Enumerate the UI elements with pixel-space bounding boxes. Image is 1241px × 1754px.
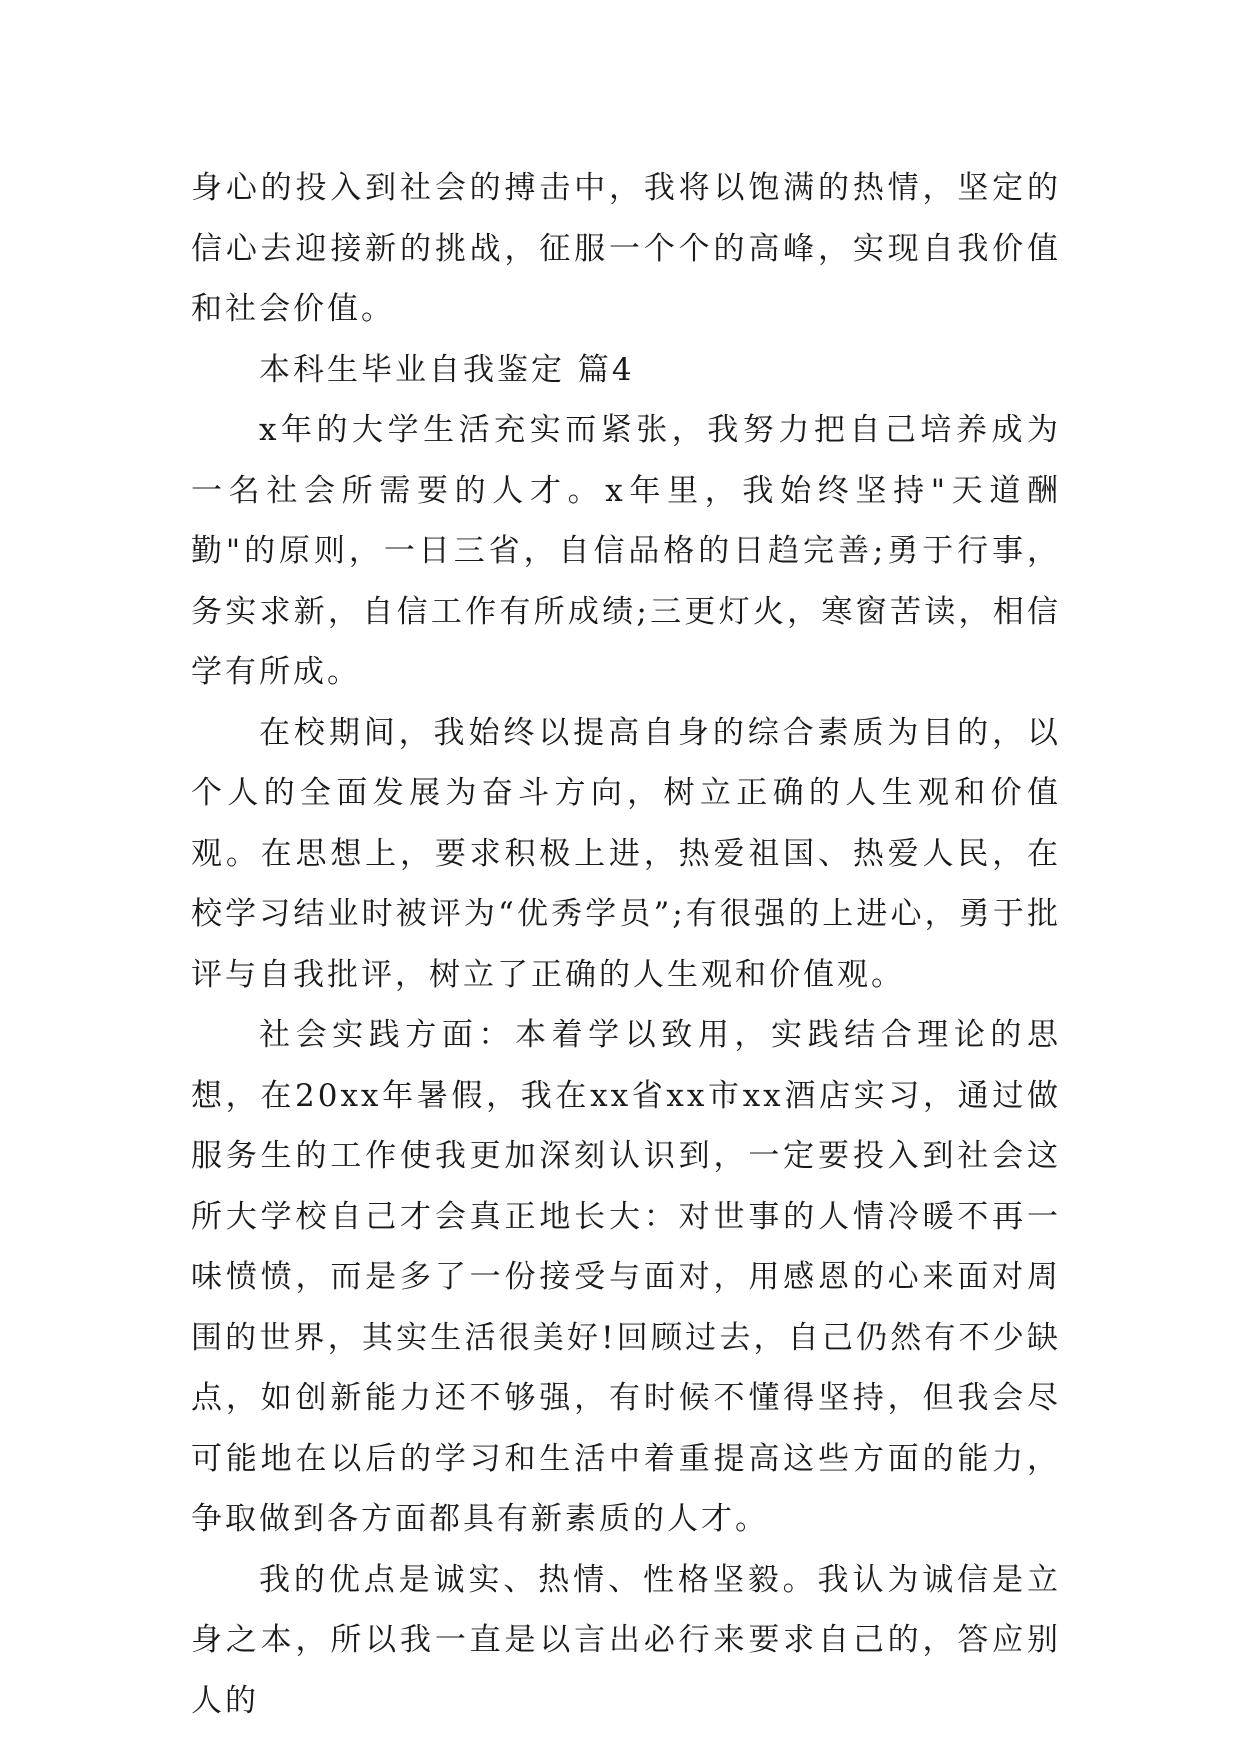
paragraph-college-life: x年的大学生活充实而紧张，我努力把自己培养成为一名社会所需要的人才。x年里，我始终坚持"天道酬勤"的原则，一日三省，自信品格的日趋完善;勇于行事，务实求新，自信工作有所成绩;三更灯火，寒窗苦读，相信学有所成。 xyxy=(191,412,1061,690)
paragraph-social-practice: 社会实践方面：本着学以致用，实践结合理论的思想，在20xx年暑假，我在xx省xx市xx酒店实习，通过做服务生的工作使我更加深刻认识到，一定要投入到社会这所大学校自己才会真正地长大：对世事的人情冷暖不再一味愤愤，而是多了一份接受与面对，用感恩的心来面对周围的世界，其实生活很美好!回顾过去，自己仍然有不少缺点，如创新能力还不够强，有时候不懂得坚持，但我会尽可能地在以后的学习和生活中着重提高这些方面的能力，争取做到各方面都具有新素质的人才。 xyxy=(191,1017,1061,1537)
paragraph-strengths: 我的优点是诚实、热情、性格坚毅。我认为诚信是立身之本，所以我一直是以言出必行来要求自己的，答应别人的 xyxy=(191,1561,1061,1719)
section-heading: 本科生毕业自我鉴定 篇4 xyxy=(259,351,635,388)
paragraph-school-period: 在校期间，我始终以提高自身的综合素质为目的，以个人的全面发展为奋斗方向，树立正确的人生观和价值观。在思想上，要求积极上进，热爱祖国、热爱人民，在校学习结业时被评为“优秀学员”;有很强的上进心，勇于批评与自我批评，树立了正确的人生观和价值观。 xyxy=(191,714,1061,993)
document-body xyxy=(191,158,1061,1731)
paragraph-intro-continuation: 身心的投入到社会的搏击中，我将以饱满的热情，坚定的信心去迎接新的挑战，征服一个个的高峰，实现自我价值和社会价值。 xyxy=(191,170,1061,327)
